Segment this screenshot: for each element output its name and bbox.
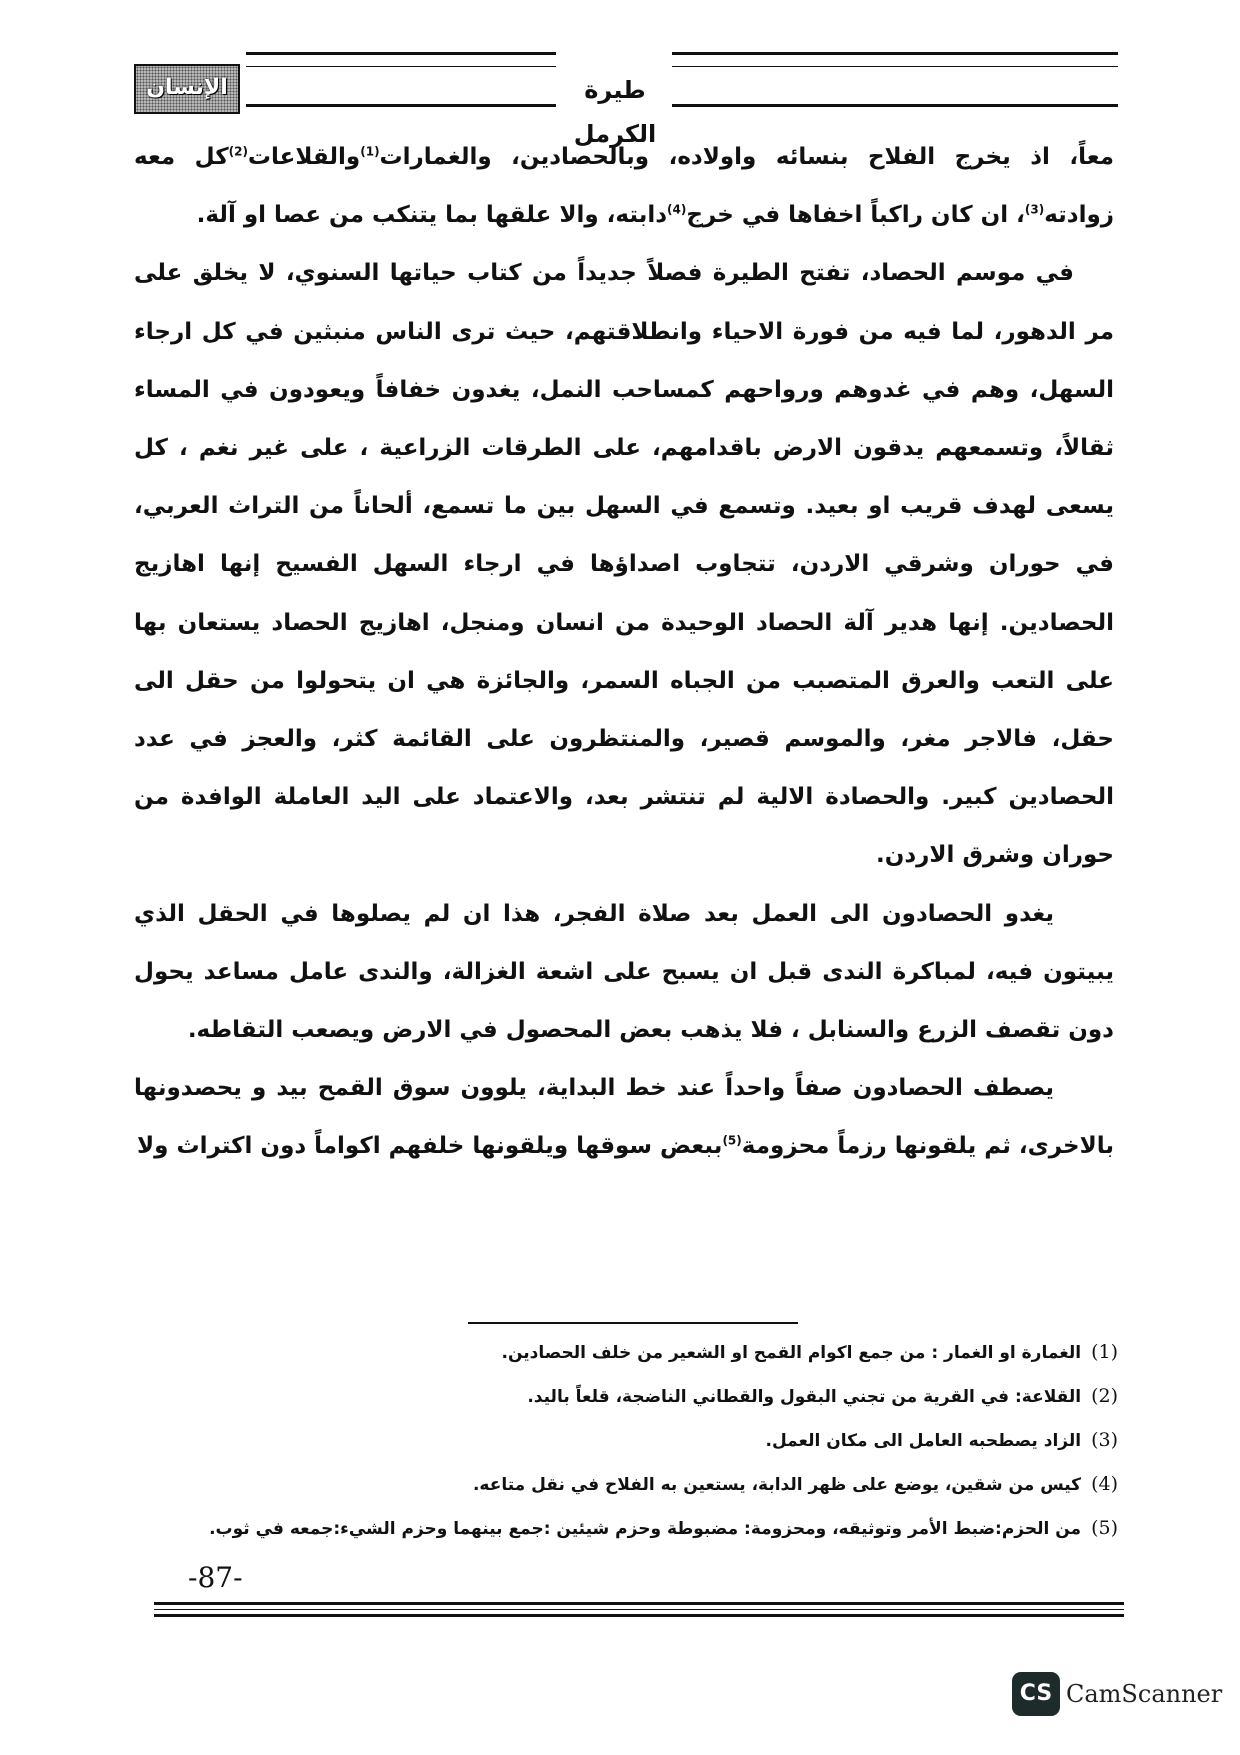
article-body bbox=[134, 128, 1114, 1176]
header-rule-left-bottom bbox=[246, 104, 556, 107]
header-rule-left-top bbox=[246, 52, 556, 55]
footnote-separator bbox=[468, 1322, 798, 1324]
header-rule-right-bottom bbox=[672, 104, 1118, 107]
journal-logo bbox=[134, 64, 240, 114]
footnote-item: (5)من الحزم:ضبط الأمر وتوثيقه، ومحزومة: مضبوطة وحزم شيئين :جمع بينهما وحزم الشيء:جمعه في ثوب. bbox=[209, 1517, 1118, 1539]
paragraph-3: يغدو الحصادون الى العمل بعد صلاة الفجر، هذا ان لم يصلوها في الحقل الذي يبيتون فيه، لمباكرة الندى قبل ان يسبح على اشعة الغزالة، والندى عامل مساعد يحول دون تقصف الزرع والسنابل ، فلا يذهب بعض المحصول في الارض ويصعب التقاطه. bbox=[134, 900, 1114, 1044]
footnote-item: (3)الزاد يصطحبه العامل الى مكان العمل. bbox=[765, 1429, 1118, 1451]
paragraph-2: في موسم الحصاد، تفتح الطيرة فصلاً جديداً من كتاب حياتها السنوي، لا يخلق على مر الدهور، لما فيه من فورة الاحياء وانطلاقتهم، حيث ترى الناس منبثين في كل ارجاء السهل، وهم في غدوهم ورواحهم كمساحب النمل، يغدون خفافاً ويعودون في المساء ثقالاً، وتسمعهم يدقون الارض باقدامهم، على الطرقات الزراعية ، على غير نغم ، كل يسعى لهدف قريب او بعيد. وتسمع في السهل بين ما تسمع، ألحاناً من التراث العربي، في حوران وشرقي الاردن، تتجاوب اصداؤها في ارجاء السهل الفسيح إنها اهازيج الحصادين. إنها هدير آلة الحصاد الوحيدة من انسان ومنجل، اهازيج الحصاد يستعان بها على التعب والعرق المتصبب من الجباه السمر، والجائزة هي ان يتحولوا من حقل الى حقل، فالاجر مغر، والموسم قصير، والمنتظرون على القائمة كثر، والعجز في عدد الحصادين كبير. والحصادة الالية لم تنتشر بعد، والاعتماد على اليد العاملة الوافدة من حوران وشرق الاردن. bbox=[134, 260, 1114, 869]
journal-logo-text: الإنسان bbox=[146, 75, 228, 100]
camscanner-logo-icon: CS bbox=[1012, 1672, 1060, 1716]
footnote-ref-5: (5) bbox=[722, 1133, 742, 1148]
footer-rule-bottom bbox=[154, 1614, 1124, 1617]
camscanner-label: CamScanner bbox=[1066, 1680, 1223, 1708]
footnote-ref-4: (4) bbox=[667, 202, 687, 217]
page-number: -87- bbox=[188, 1561, 243, 1594]
footer-rule-top bbox=[154, 1602, 1124, 1605]
paragraph-4: يصطف الحصادون صفاً واحداً عند خط البداية، يلوون سوق القمح بيد و يحصدونها بالاخرى، ثم يلقونها رزماً محزومة$^{(5)}$ببعض سوقها ويلقونها خلفهم اكواماً دون اكتراث ولا bbox=[134, 1075, 1114, 1160]
footnote-item: (1)الغمارة او الغمار : من جمع اكوام القمح او الشعير من خلف الحصادين. bbox=[501, 1341, 1118, 1363]
footnote-item: (4)كيس من شقين، يوضع على ظهر الدابة، يستعين به الفلاح في نقل متاعه. bbox=[472, 1473, 1118, 1495]
footnotes bbox=[134, 1330, 1118, 1550]
footnote-ref-3: (3) bbox=[1024, 202, 1045, 217]
header-rule-right-mid bbox=[672, 66, 1118, 67]
footnote-ref-2: (2) bbox=[228, 144, 248, 159]
paragraph-1: معاً، اذ يخرج الفلاح بنسائه واولاده، وبالحصادين، والغمارات$^{(1)}$والقلاعات$^{(2)}$كل معه زوادته$^{(3)}$، ان كان راكباً اخفاها في خرج$^{(4)}$دابته، والا علقها بما يتنكب من عصا او آلة. bbox=[134, 144, 1114, 229]
running-header-title: طيرة الكرمل bbox=[573, 76, 657, 148]
footer-rule-mid bbox=[154, 1609, 1124, 1610]
header-rule-right-top bbox=[672, 52, 1118, 55]
header-rule-left-mid bbox=[246, 66, 556, 67]
footnote-item: (2)القلاعة: في القرية من تجني البقول والقطاني الناضجة، قلعاً باليد. bbox=[527, 1385, 1118, 1407]
footnote-ref-1: (1) bbox=[360, 144, 380, 159]
